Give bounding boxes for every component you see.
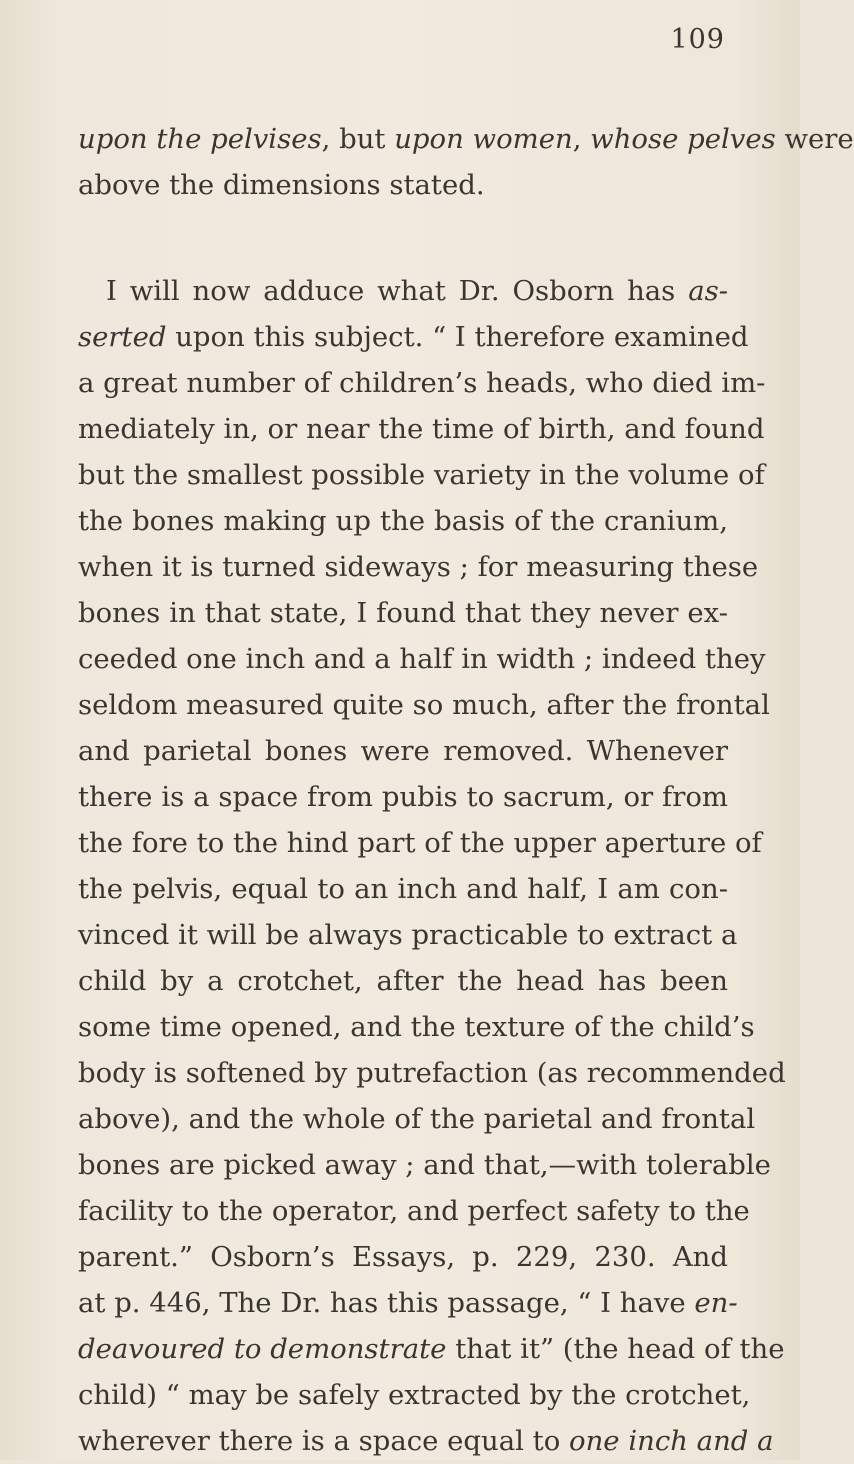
text-line: bones are picked away ; and that,—with tolerable (78, 1149, 771, 1181)
text-line: when it is turned sideways ; for measuring these (78, 551, 759, 583)
page-number: 109 (670, 24, 725, 55)
text-line: the bones making up the basis of the cranium, (78, 505, 728, 537)
text-line: and parietal bones were removed. Whenever (78, 735, 728, 767)
text-line: parent.” Osborn’s Essays, p. 229, 230. And (78, 1241, 728, 1273)
text-line: there is a space from pubis to sacrum, or from (78, 781, 728, 813)
text-line: at p. 446, The Dr. has this passage, “ I have en- (78, 1287, 738, 1319)
text-line: a great number of children’s heads, who died im- (78, 367, 766, 399)
text-line: serted upon this subject. “ I therefore examined (78, 321, 749, 353)
text-line: but the smallest possible variety in the volume of (78, 459, 765, 491)
text-line: above the dimensions stated. (78, 169, 485, 201)
text-line: I will now adduce what Dr. Osborn has as- (106, 275, 728, 307)
text-line: child by a crotchet, after the head has been (78, 965, 728, 997)
text-line: the fore to the hind part of the upper aperture of (78, 827, 762, 859)
text-line: body is softened by putrefaction (as recommended (78, 1057, 786, 1089)
paragraph-2 (78, 268, 786, 1464)
text-line: child) “ may be safely extracted by the crotchet, (78, 1379, 751, 1411)
text-line: deavoured to demonstrate that it” (the head of the (78, 1333, 785, 1365)
text-line: bones in that state, I found that they never ex- (78, 597, 728, 629)
text-line: upon the pelvises, but upon women, whose pelves were (78, 123, 854, 155)
text-line: ceeded one inch and a half in width ; indeed they (78, 643, 766, 675)
text-line: mediately in, or near the time of birth, and found (78, 413, 765, 445)
text-line: wherever there is a space equal to one inch and a (78, 1425, 774, 1457)
text-line: facility to the operator, and perfect safety to the (78, 1195, 750, 1227)
text-line: vinced it will be always practicable to extract a (78, 919, 738, 951)
text-line: above), and the whole of the parietal and frontal (78, 1103, 756, 1135)
text-line: seldom measured quite so much, after the frontal (78, 689, 770, 721)
text-line: some time opened, and the texture of the child’s (78, 1011, 755, 1043)
text-line: the pelvis, equal to an inch and half, I am con- (78, 873, 728, 905)
paragraph-1 (78, 116, 854, 208)
